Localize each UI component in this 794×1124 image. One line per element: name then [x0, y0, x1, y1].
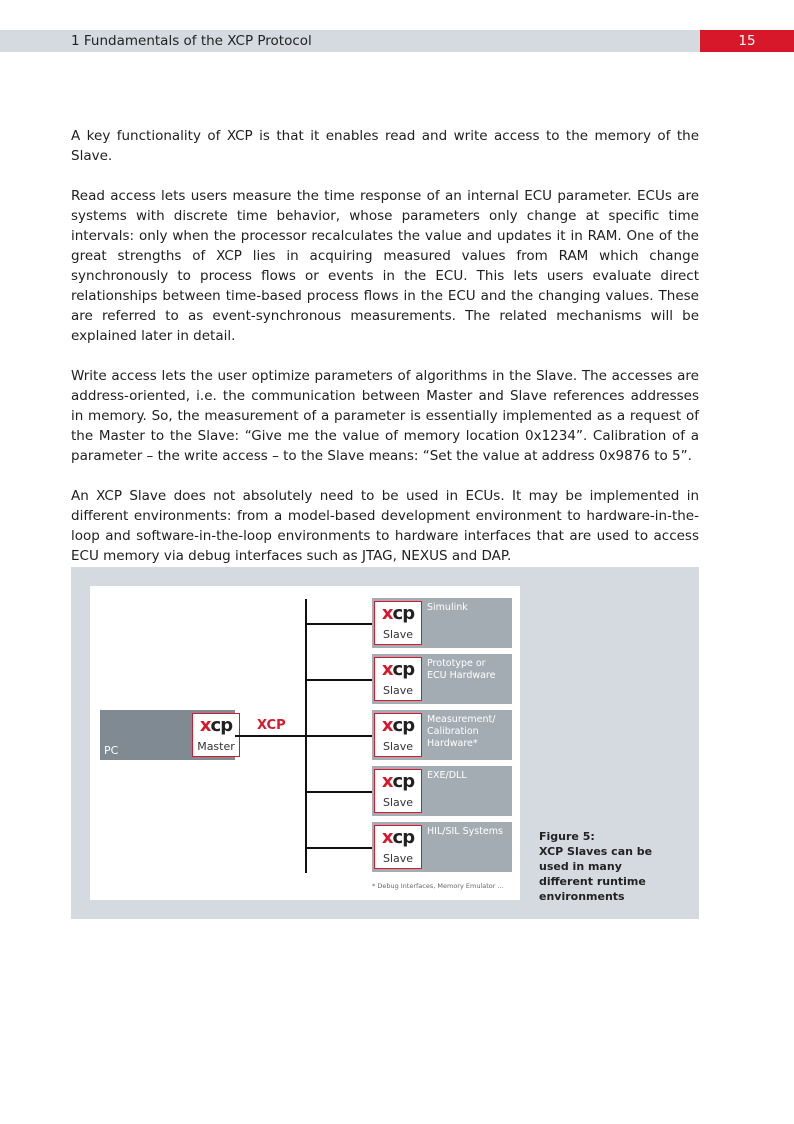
paragraph: A key functionality of XCP is that it enables read and write access to the memory of the Slave.	[71, 128, 699, 164]
slave-box-simulink	[372, 598, 512, 648]
page-number-box	[700, 30, 794, 52]
pc-box	[100, 710, 235, 760]
slave-box-exe-dll	[372, 766, 512, 816]
slave-environment-label: Measurement/ Calibration Hardware*	[427, 714, 496, 749]
paragraph: An XCP Slave does not absolutely need to be used in ECUs. It may be implemented in different environments: from a model-based development environment to hardware-in-the-loop and software-in-the-loop environments to hardware interfaces that are used to access ECU memory via debug interfaces such as JTAG, NEXUS and DAP.	[71, 488, 699, 564]
xcp-logo-icon: xcp	[381, 771, 415, 792]
xcp-logo-icon: xcp	[381, 715, 415, 736]
slave-label: Slave	[382, 796, 414, 809]
slave-connection-line	[305, 847, 372, 849]
slave-connection-line	[305, 735, 372, 737]
page-number: 15	[738, 33, 756, 49]
paragraph: Write access lets the user optimize parameters of algorithms in the Slave. The accesses are address-oriented, i.e. the communication between Master and Slave references addresses in memory. So, the measurement of a parameter is essentially implemented as a request of the Master to the Slave: “Give me the value of memory location 0x1234”. Calibration of a parameter – the write access – to the Slave means: “Set the value at address 0x9876 to 5”.	[71, 368, 699, 464]
xcp-logo-icon: xcp	[381, 827, 415, 848]
slave-connection-line	[305, 679, 372, 681]
xcp-diagram	[90, 586, 520, 900]
slave-label: Slave	[382, 740, 414, 753]
xcp-slave-badge	[374, 769, 422, 813]
xcp-master-badge	[192, 713, 240, 757]
slave-connection-line	[305, 791, 372, 793]
slave-box-prototype	[372, 654, 512, 704]
slave-label: Slave	[382, 684, 414, 697]
xcp-logo-icon: xcp	[199, 715, 233, 736]
slave-label: Slave	[382, 852, 414, 865]
slave-label: Slave	[382, 628, 414, 641]
xcp-slave-badge	[374, 825, 422, 869]
pc-label: PC	[104, 744, 119, 757]
slave-environment-label: EXE/DLL	[427, 770, 467, 781]
slave-environment-label: Simulink	[427, 602, 468, 613]
figure-caption: Figure 5: XCP Slaves can be used in many different runtime environments	[539, 830, 653, 903]
slave-box-hil-sil	[372, 822, 512, 872]
master-label: Master	[197, 740, 235, 753]
xcp-logo-icon: xcp	[381, 603, 415, 624]
chapter-title: 1 Fundamentals of the XCP Protocol	[71, 33, 312, 49]
diagram-footnote: * Debug Interfaces, Memory Emulator ...	[372, 882, 504, 890]
xcp-link-label: XCP	[257, 718, 286, 733]
body-text	[71, 126, 699, 586]
slave-connection-line	[305, 623, 372, 625]
xcp-slave-badge	[374, 601, 422, 645]
xcp-slave-badge	[374, 713, 422, 757]
xcp-slave-badge	[374, 657, 422, 701]
slave-box-measurement	[372, 710, 512, 760]
slave-environment-label: HIL/SIL Systems	[427, 826, 503, 837]
xcp-logo-icon: xcp	[381, 659, 415, 680]
paragraph: Read access lets users measure the time response of an internal ECU parameter. ECUs are systems with discrete time behavior, whose parameters only change at specific time intervals: only when the processor recalculates the value and updates it in RAM. One of the great strengths of XCP lies in acquiring measured values from RAM which change synchronously to process flows or events in the ECU. This lets users evaluate direct relationships between time-based process flows in the ECU and the changing values. These are referred to as event-synchronous measurements. The related mechanisms will be explained later in detail.	[71, 188, 699, 344]
slave-environment-label: Prototype or ECU Hardware	[427, 658, 496, 681]
pc-connection-line	[235, 735, 307, 737]
figure-panel	[71, 567, 699, 919]
